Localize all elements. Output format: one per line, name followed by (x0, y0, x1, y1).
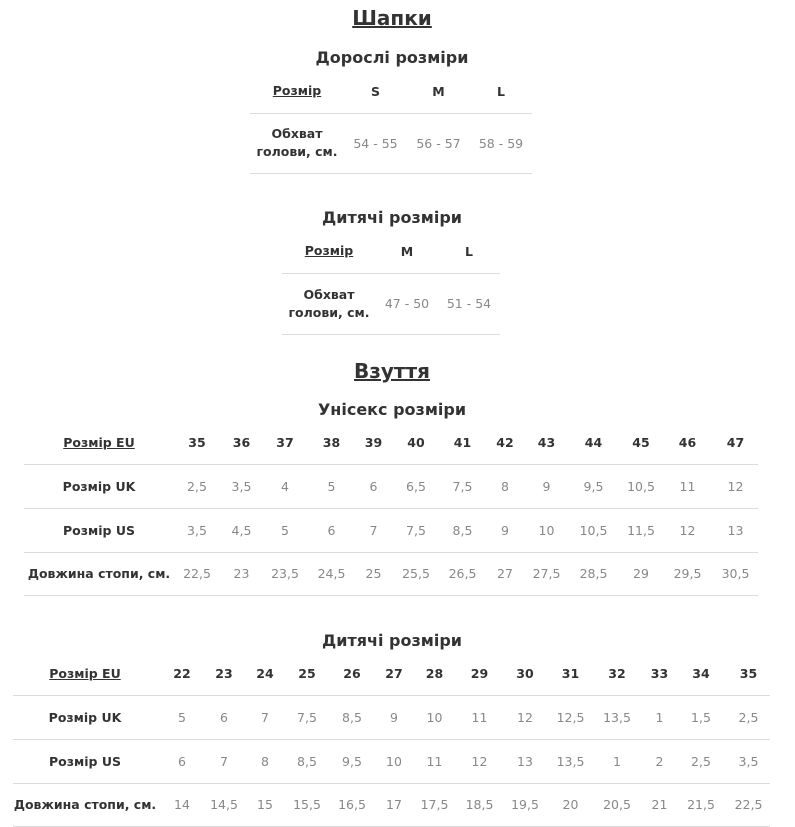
value-cell: 6 (356, 464, 391, 508)
table-header-row (250, 70, 532, 113)
size-header-label: Розмір (282, 230, 376, 273)
value-cell: 19,5 (499, 783, 551, 826)
value-cell: 2,5 (727, 695, 770, 739)
size-cell: S (344, 70, 407, 113)
value-cell: 6 (157, 739, 207, 783)
eu-size-cell: 24 (241, 652, 289, 695)
row-label: Обхват голови, см. (250, 113, 344, 173)
eu-size-cell: 42 (484, 421, 526, 464)
value-cell: 6 (207, 695, 241, 739)
value-cell: 9 (379, 695, 409, 739)
value-cell: 14,5 (207, 783, 241, 826)
shoes-title: Взуття (354, 359, 430, 383)
value-cell: 7,5 (289, 695, 325, 739)
eu-size-cell: 43 (526, 421, 567, 464)
value-cell: 11 (662, 464, 713, 508)
value-cell: 4,5 (220, 508, 263, 552)
value-cell: 13,5 (590, 695, 644, 739)
value-cell: 9,5 (325, 739, 379, 783)
eu-size-cell: 34 (675, 652, 727, 695)
shoes-unisex-title: Унісекс розміри (317, 400, 467, 419)
table-header-row (13, 652, 770, 695)
eu-size-cell: 29 (460, 652, 499, 695)
value-cell: 22,5 (727, 783, 770, 826)
value-cell: 21,5 (675, 783, 727, 826)
value-cell: 11,5 (620, 508, 662, 552)
value-cell: 4 (263, 464, 307, 508)
value-cell: 9,5 (567, 464, 620, 508)
row-label: Довжина стопи, см. (24, 552, 174, 595)
value-cell: 3,5 (727, 739, 770, 783)
value-cell: 8 (241, 739, 289, 783)
row-label: Обхват голови, см. (282, 273, 376, 334)
eu-size-cell: 28 (409, 652, 460, 695)
value-cell: 10,5 (567, 508, 620, 552)
hats-kids-title: Дитячі розміри (321, 208, 462, 227)
value-cell: 22,5 (174, 552, 220, 595)
hats-adult-title: Дорослі розміри (315, 48, 469, 67)
value-cell: 51 - 54 (438, 273, 500, 334)
value-cell: 2 (644, 739, 675, 783)
value-cell: 2,5 (675, 739, 727, 783)
value-cell: 17 (379, 783, 409, 826)
table-row (13, 783, 770, 826)
value-cell: 23 (220, 552, 263, 595)
value-cell: 12 (662, 508, 713, 552)
value-cell: 47 - 50 (376, 273, 438, 334)
value-cell: 11 (409, 739, 460, 783)
size-cell: L (470, 70, 532, 113)
eu-size-cell: 22 (157, 652, 207, 695)
value-cell: 25,5 (391, 552, 441, 595)
table-row (250, 113, 532, 173)
value-cell: 15 (241, 783, 289, 826)
value-cell: 5 (157, 695, 207, 739)
value-cell: 13,5 (551, 739, 590, 783)
value-cell: 20,5 (590, 783, 644, 826)
size-cell: M (376, 230, 438, 273)
size-header-label: Розмір (250, 70, 344, 113)
eu-size-cell: 30 (499, 652, 551, 695)
table-header-row (282, 230, 500, 273)
value-cell: 30,5 (713, 552, 758, 595)
value-cell: 2,5 (174, 464, 220, 508)
eu-size-cell: 31 (551, 652, 590, 695)
row-label: Розмір US (24, 508, 174, 552)
row-label: Розмір US (13, 739, 157, 783)
row-label: Довжина стопи, см. (13, 783, 157, 826)
shoes-kids-table (13, 652, 770, 827)
hats-kids-table (282, 230, 500, 335)
value-cell: 24,5 (307, 552, 356, 595)
value-cell: 12 (499, 695, 551, 739)
value-cell: 20 (551, 783, 590, 826)
value-cell: 21 (644, 783, 675, 826)
value-cell: 17,5 (409, 783, 460, 826)
size-cell: M (407, 70, 470, 113)
eu-size-cell: 41 (441, 421, 484, 464)
eu-size-cell: 23 (207, 652, 241, 695)
value-cell: 16,5 (325, 783, 379, 826)
eu-size-cell: 25 (289, 652, 325, 695)
eu-size-cell: 45 (620, 421, 662, 464)
table-row (24, 508, 758, 552)
value-cell: 11 (460, 695, 499, 739)
value-cell: 8 (484, 464, 526, 508)
value-cell: 5 (263, 508, 307, 552)
value-cell: 12,5 (551, 695, 590, 739)
eu-size-cell: 32 (590, 652, 644, 695)
eu-size-cell: 39 (356, 421, 391, 464)
eu-size-cell: 36 (220, 421, 263, 464)
value-cell: 9 (484, 508, 526, 552)
eu-size-cell: 47 (713, 421, 758, 464)
eu-size-cell: 46 (662, 421, 713, 464)
value-cell: 29,5 (662, 552, 713, 595)
value-cell: 18,5 (460, 783, 499, 826)
table-row (13, 739, 770, 783)
table-row (24, 552, 758, 595)
row-label: Розмір UK (13, 695, 157, 739)
value-cell: 9 (526, 464, 567, 508)
table-row (13, 695, 770, 739)
value-cell: 7 (207, 739, 241, 783)
eu-size-cell: 35 (727, 652, 770, 695)
size-eu-header-label: Розмір EU (13, 652, 157, 695)
size-cell: L (438, 230, 500, 273)
value-cell: 23,5 (263, 552, 307, 595)
hats-title: Шапки (352, 6, 432, 30)
value-cell: 56 - 57 (407, 113, 470, 173)
value-cell: 27,5 (526, 552, 567, 595)
eu-size-cell: 37 (263, 421, 307, 464)
table-row (24, 464, 758, 508)
value-cell: 6,5 (391, 464, 441, 508)
value-cell: 28,5 (567, 552, 620, 595)
eu-size-cell: 40 (391, 421, 441, 464)
value-cell: 58 - 59 (470, 113, 532, 173)
eu-size-cell: 38 (307, 421, 356, 464)
row-label: Розмір UK (24, 464, 174, 508)
value-cell: 10 (409, 695, 460, 739)
value-cell: 8,5 (289, 739, 325, 783)
eu-size-cell: 35 (174, 421, 220, 464)
eu-size-cell: 26 (325, 652, 379, 695)
table-header-row (24, 421, 758, 464)
value-cell: 7,5 (441, 464, 484, 508)
value-cell: 3,5 (220, 464, 263, 508)
value-cell: 7,5 (391, 508, 441, 552)
value-cell: 10 (379, 739, 409, 783)
value-cell: 54 - 55 (344, 113, 407, 173)
value-cell: 29 (620, 552, 662, 595)
value-cell: 27 (484, 552, 526, 595)
value-cell: 12 (460, 739, 499, 783)
size-eu-header-label: Розмір EU (24, 421, 174, 464)
value-cell: 26,5 (441, 552, 484, 595)
shoes-unisex-table (24, 421, 758, 596)
value-cell: 1 (644, 695, 675, 739)
hats-adult-table (250, 70, 532, 174)
value-cell: 8,5 (441, 508, 484, 552)
value-cell: 7 (241, 695, 289, 739)
value-cell: 7 (356, 508, 391, 552)
value-cell: 3,5 (174, 508, 220, 552)
eu-size-cell: 44 (567, 421, 620, 464)
eu-size-cell: 27 (379, 652, 409, 695)
value-cell: 13 (499, 739, 551, 783)
eu-size-cell: 33 (644, 652, 675, 695)
value-cell: 10,5 (620, 464, 662, 508)
value-cell: 15,5 (289, 783, 325, 826)
value-cell: 8,5 (325, 695, 379, 739)
value-cell: 1 (590, 739, 644, 783)
shoes-kids-title: Дитячі розміри (321, 631, 462, 650)
value-cell: 14 (157, 783, 207, 826)
value-cell: 13 (713, 508, 758, 552)
value-cell: 12 (713, 464, 758, 508)
value-cell: 25 (356, 552, 391, 595)
table-row (282, 273, 500, 334)
value-cell: 1,5 (675, 695, 727, 739)
value-cell: 10 (526, 508, 567, 552)
value-cell: 6 (307, 508, 356, 552)
value-cell: 5 (307, 464, 356, 508)
